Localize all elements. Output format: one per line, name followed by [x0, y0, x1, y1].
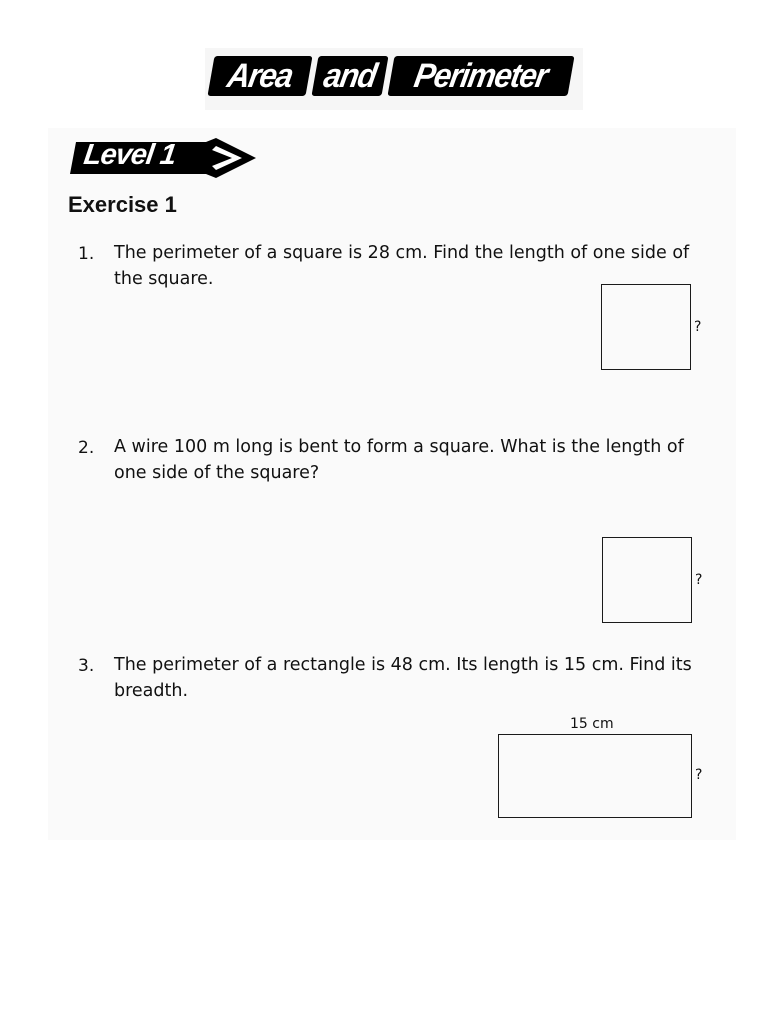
question-1-text: The perimeter of a square is 28 cm. Find the length of one side of the square.	[114, 243, 690, 289]
question-3-length-label: 15 cm	[570, 716, 614, 732]
level-label: Level 1	[81, 139, 178, 171]
title-word-and: and	[311, 56, 388, 96]
question-3-rectangle-diagram	[498, 734, 692, 818]
level-badge	[66, 138, 262, 180]
question-2-side-label: ?	[695, 572, 703, 588]
title-word-perimeter: Perimeter	[387, 56, 574, 96]
title-word-area: Area	[207, 56, 312, 96]
question-3-text: The perimeter of a rectangle is 48 cm. Its length is 15 cm. Find its breadth.	[114, 655, 692, 701]
question-1-number: 1.	[78, 244, 95, 264]
question-1-square-diagram	[601, 284, 691, 370]
question-3-side-label: ?	[695, 767, 703, 783]
question-1-side-label: ?	[694, 319, 702, 335]
question-2-number: 2.	[78, 438, 95, 458]
question-2-text: A wire 100 m long is bent to form a square. What is the length of one side of the square?	[114, 437, 684, 483]
question-3-number: 3.	[78, 656, 95, 676]
page-title	[205, 48, 583, 110]
question-2-square-diagram	[602, 537, 692, 623]
exercise-title: Exercise 1	[68, 192, 177, 217]
